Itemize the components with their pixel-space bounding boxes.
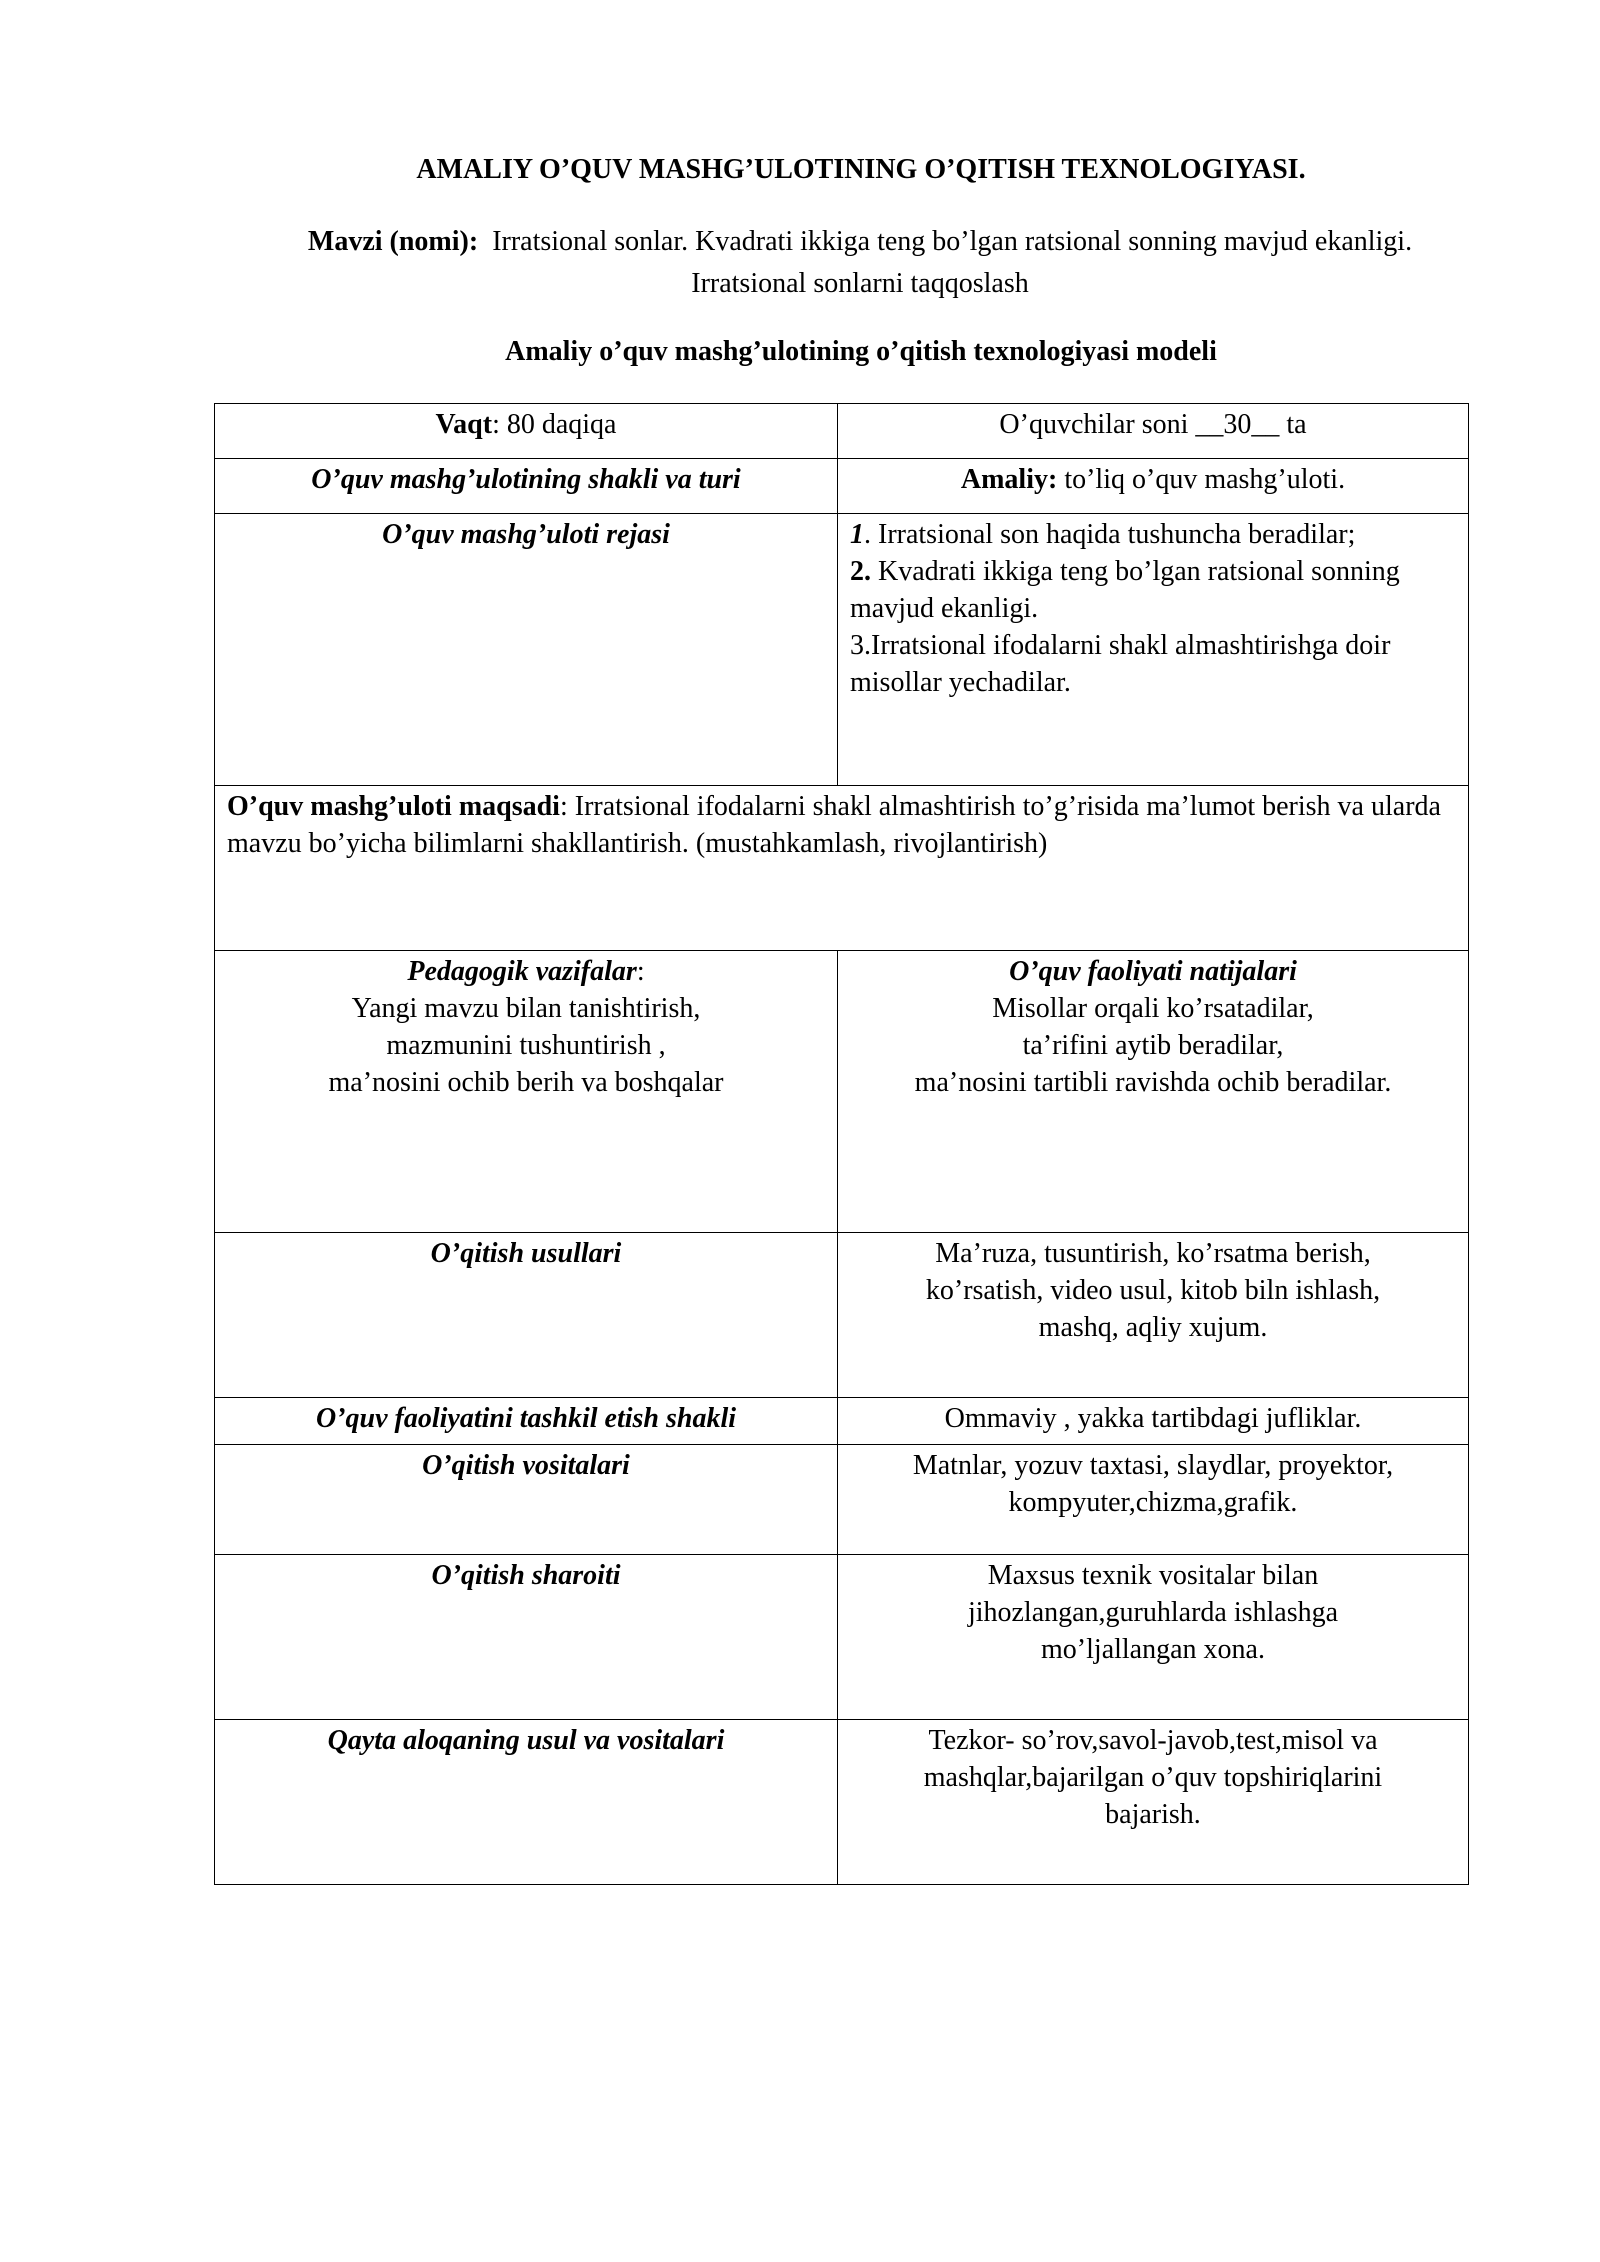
tools-line: kompyuter,chizma,grafik. bbox=[1008, 1487, 1298, 1518]
tools-value-cell bbox=[838, 1445, 1469, 1555]
plan-item-2-text: Kvadrati ikkiga teng bo’lgan ratsional sonning mavjud ekanligi. bbox=[850, 556, 1400, 624]
feedback-label: Qayta aloqaning usul va vositalari bbox=[327, 1725, 725, 1756]
methods-line: mashq, aqliy xujum. bbox=[1038, 1312, 1268, 1343]
feedback-value-cell bbox=[838, 1720, 1469, 1885]
form-value-bold: Amaliy: bbox=[960, 464, 1058, 495]
feedback-line: mashqlar,bajarilgan o’quv topshiriqlarini bbox=[923, 1762, 1383, 1793]
conditions-label-cell bbox=[215, 1555, 838, 1720]
table-row-goal bbox=[215, 786, 1469, 951]
plan-item-1-number: 1 bbox=[850, 519, 864, 550]
form-value: to’liq o’quv mashg’uloti. bbox=[1057, 464, 1346, 495]
table-row-methods bbox=[215, 1233, 1469, 1398]
table-row-feedback bbox=[215, 1720, 1469, 1885]
organization-label-cell bbox=[215, 1398, 838, 1445]
learning-result-line: Misollar orqali ko’rsatadilar, bbox=[992, 993, 1314, 1024]
organization-label: O’quv faoliyatini tashkil etish shakli bbox=[315, 1403, 737, 1434]
time-label: Vaqt bbox=[435, 409, 493, 440]
feedback-label-cell bbox=[215, 1720, 838, 1885]
table-row-organization bbox=[215, 1398, 1469, 1445]
goal-label: O’quv mashg’uloti maqsadi bbox=[227, 791, 560, 822]
plan-item-1-text: . Irratsional son haqida tushuncha beradilar; bbox=[864, 519, 1356, 550]
methods-line: ko’rsatish, video usul, kitob biln ishlash, bbox=[925, 1275, 1381, 1306]
conditions-line: Maxsus texnik vositalar bilan bbox=[987, 1560, 1319, 1591]
pedagogic-task-line: Yangi mavzu bilan tanishtirish, bbox=[351, 993, 701, 1024]
plan-item-2-number: 2. bbox=[850, 556, 871, 587]
plan-items-cell bbox=[838, 514, 1469, 786]
conditions-label: O’qitish sharoiti bbox=[431, 1560, 621, 1591]
tools-label: O’qitish vositalari bbox=[422, 1450, 630, 1481]
methods-value-cell bbox=[838, 1233, 1469, 1398]
pedagogic-tasks-colon: : bbox=[636, 956, 645, 987]
pedagogic-task-line: mazmunini tushuntirish , bbox=[386, 1030, 666, 1061]
organization-value-cell bbox=[838, 1398, 1469, 1445]
learning-result-line: ma’nosini tartibli ravishda ochib beradilar. bbox=[914, 1067, 1392, 1098]
form-label: O’quv mashg’ulotining shakli va turi bbox=[311, 464, 741, 495]
students-count: O’quvchilar soni __30__ ta bbox=[999, 409, 1307, 440]
learning-results-label: O’quv faoliyati natijalari bbox=[1009, 956, 1297, 987]
table-row-tools bbox=[215, 1445, 1469, 1555]
organization-value: Ommaviy , yakka tartibdagi jufliklar. bbox=[944, 1403, 1362, 1434]
document-title-wrap bbox=[0, 152, 1600, 188]
plan-item-3-text: 3.Irratsional ifodalarni shakl almashtirishga doir misollar yechadilar. bbox=[850, 630, 1391, 698]
table-row-plan bbox=[215, 514, 1469, 786]
plan-label-cell bbox=[215, 514, 838, 786]
technology-model-table bbox=[214, 403, 1469, 1885]
conditions-line: mo’ljallangan xona. bbox=[1041, 1634, 1265, 1665]
document-title: AMALIY O’QUV MASHG’ULOTINING O’QITISH TEXNOLOGIYASI. bbox=[416, 154, 1306, 185]
feedback-line: bajarish. bbox=[1105, 1799, 1201, 1830]
methods-line: Ma’ruza, tusuntirish, ko’rsatma berish, bbox=[935, 1238, 1371, 1269]
goal-cell bbox=[215, 786, 1469, 951]
time-value: : 80 daqiqa bbox=[492, 409, 617, 440]
tools-label-cell bbox=[215, 1445, 838, 1555]
goal-text: : Irratsional ifodalarni shakl almashtirish to’g’risida ma’lumot berish va ularda mavzu bo’yicha bilimlarni shakllantirish. (mustahkamlash, rivojlantirish) bbox=[227, 791, 1441, 859]
tools-line: Matnlar, yozuv taxtasi, slaydlar, proyektor, bbox=[912, 1450, 1394, 1481]
plan-item-2 bbox=[850, 553, 1456, 627]
form-label-cell bbox=[215, 459, 838, 514]
table-row-time bbox=[215, 404, 1469, 459]
methods-label-cell bbox=[215, 1233, 838, 1398]
model-subtitle: Amaliy o’quv mashg’ulotining o’qitish texnologiyasi modeli bbox=[505, 336, 1217, 367]
pedagogic-tasks-label: Pedagogik vazifalar bbox=[407, 956, 637, 987]
conditions-value-cell bbox=[838, 1555, 1469, 1720]
students-cell bbox=[838, 404, 1469, 459]
table-row-form bbox=[215, 459, 1469, 514]
feedback-line: Tezkor- so’rov,savol-javob,test,misol va bbox=[928, 1725, 1378, 1756]
table-row-conditions bbox=[215, 1555, 1469, 1720]
form-value-cell bbox=[838, 459, 1469, 514]
topic-paragraph bbox=[260, 221, 1460, 305]
conditions-line: jihozlangan,guruhlarda ishlashga bbox=[967, 1597, 1339, 1628]
plan-item-1 bbox=[850, 516, 1456, 553]
learning-result-line: ta’rifini aytib beradilar, bbox=[1022, 1030, 1284, 1061]
topic-label: Mavzi (nomi): bbox=[307, 226, 479, 257]
methods-label: O’qitish usullari bbox=[430, 1238, 622, 1269]
topic-text: Irratsional sonlar. Kvadrati ikkiga teng bo’lgan ratsional sonning mavjud ekanligi. Irratsional sonlarni taqqoslash bbox=[492, 226, 1413, 299]
learning-results-cell bbox=[838, 951, 1469, 1233]
pedagogic-tasks-cell bbox=[215, 951, 838, 1233]
plan-label: O’quv mashg’uloti rejasi bbox=[382, 519, 670, 550]
time-cell bbox=[215, 404, 838, 459]
plan-item-3 bbox=[850, 627, 1456, 701]
table-row-tasks bbox=[215, 951, 1469, 1233]
pedagogic-task-line: ma’nosini ochib berih va boshqalar bbox=[328, 1067, 724, 1098]
